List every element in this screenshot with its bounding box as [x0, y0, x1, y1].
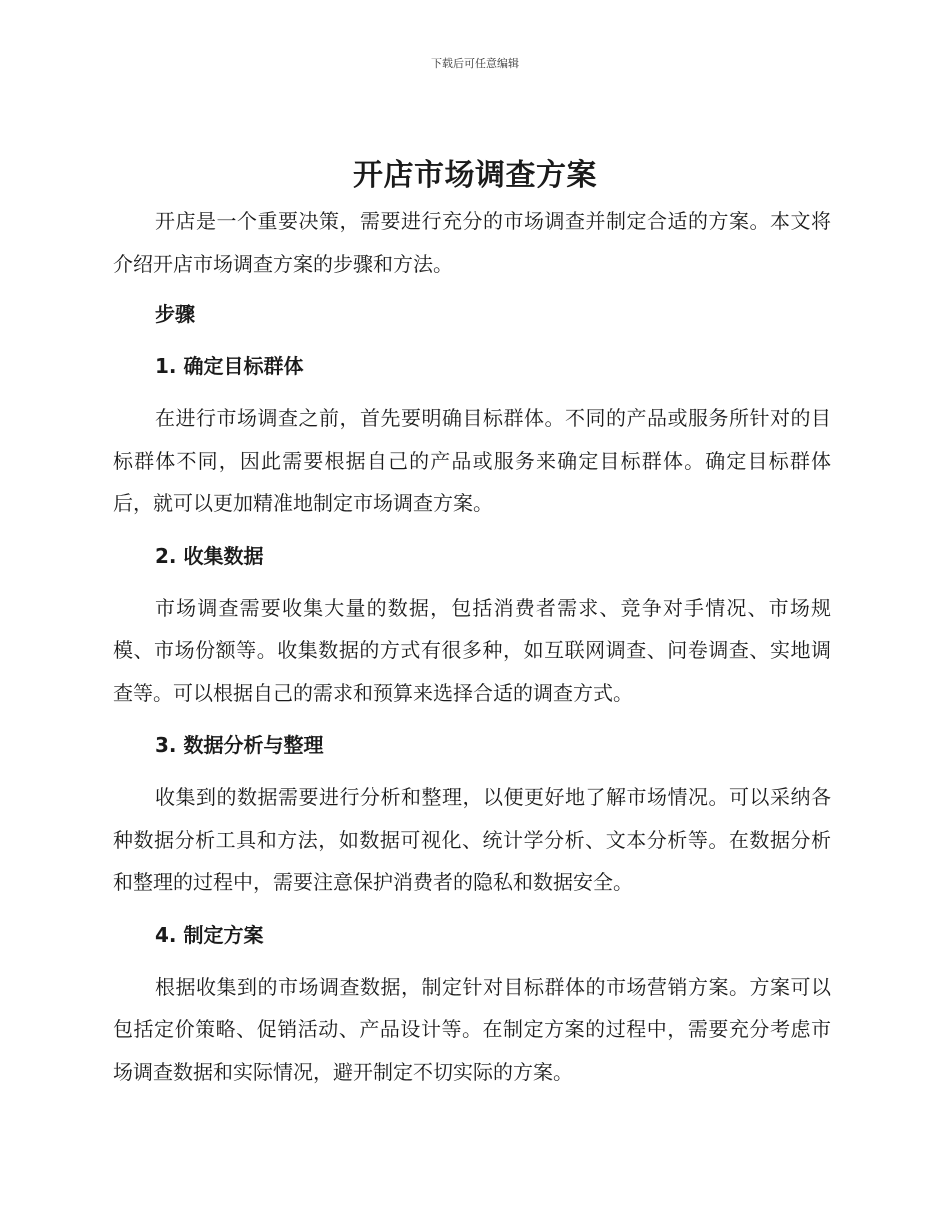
section-heading-1: 1. 确定目标群体: [155, 354, 304, 378]
section-body-4: 根据收集到的市场调查数据，制定针对目标群体的市场营销方案。方案可以包括定价策略、促销活动、产品设计等。在制定方案的过程中，需要充分考虑市场调查数据和实际情况，避开制定不切实际的方案。: [113, 974, 831, 1084]
section-body-1: 在进行市场调查之前，首先要明确目标群体。不同的产品或服务所针对的目标群体不同，因此需要根据自己的产品或服务来确定目标群体。确定目标群体后，就可以更加精准地制定市场调查方案。: [113, 406, 831, 515]
page-header-note: 下载后可任意编辑: [431, 57, 519, 70]
document-body: [113, 200, 831, 1093]
intro-paragraph: 开店是一个重要决策，需要进行充分的市场调查并制定合适的方案。本文将介绍开店市场调查方案的步骤和方法。: [113, 209, 831, 276]
section-heading-3: 3. 数据分析与整理: [155, 733, 324, 757]
steps-heading: 步骤: [155, 302, 195, 326]
section-body-3: 收集到的数据需要进行分析和整理，以便更好地了解市场情况。可以采纳各种数据分析工具和方法，如数据可视化、统计学分析、文本分析等。在数据分析和整理的过程中，需要注意保护消费者的隐私和数据安全。: [113, 785, 831, 894]
section-body-2: 市场调查需要收集大量的数据，包括消费者需求、竞争对手情况、市场规模、市场份额等。收集数据的方式有很多种，如互联网调查、问卷调查、实地调查等。可以根据自己的需求和预算来选择合适的调查方式。: [113, 595, 831, 705]
section-heading-2: 2. 收集数据: [155, 543, 264, 568]
section-heading-4: 4. 制定方案: [155, 922, 264, 947]
document-title: 开店市场调查方案: [353, 158, 597, 193]
